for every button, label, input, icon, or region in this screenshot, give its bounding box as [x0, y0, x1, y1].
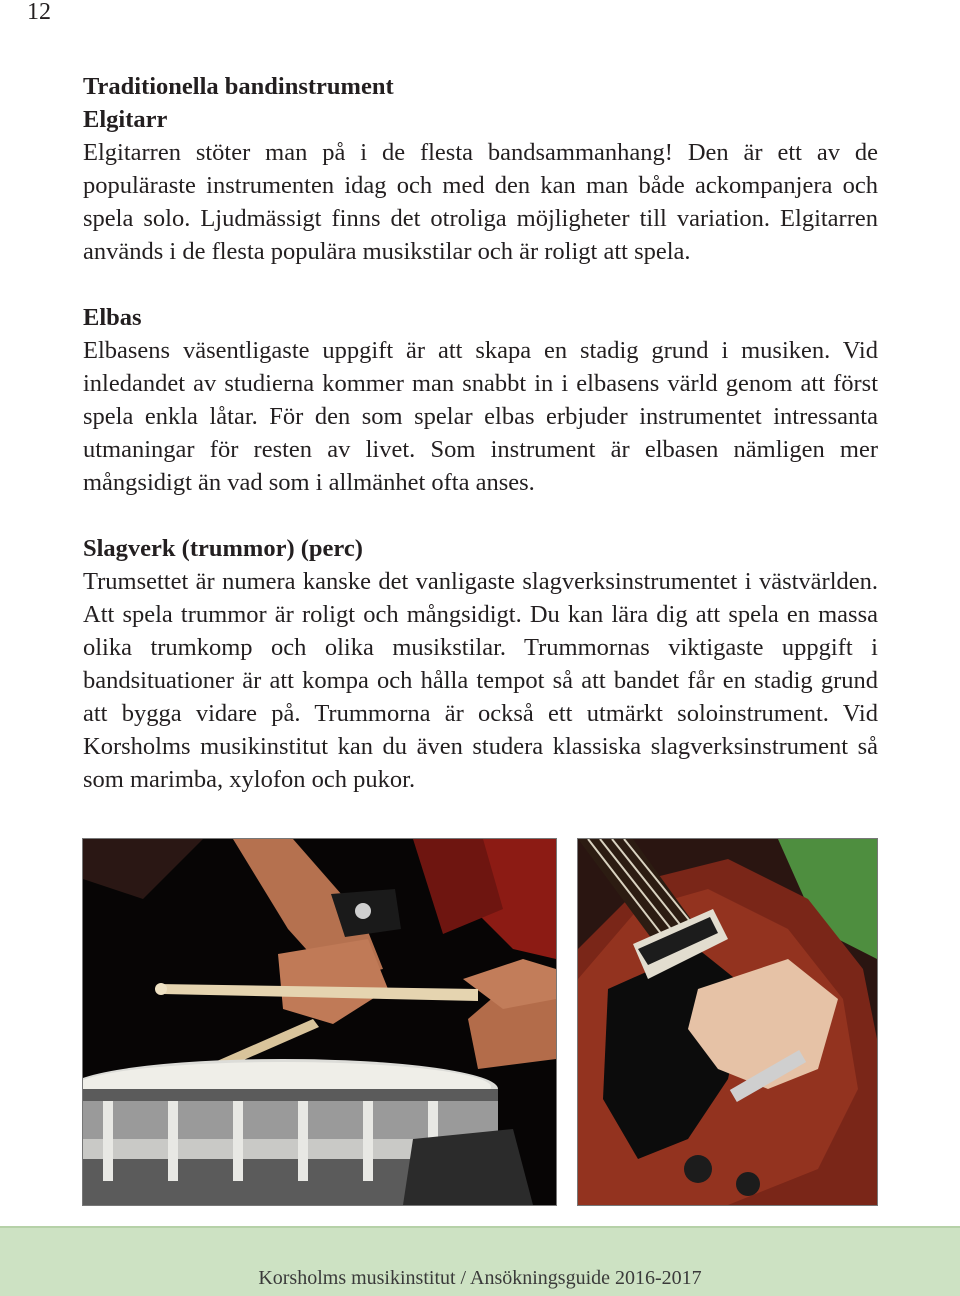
slagverk-paragraph: Trumsettet är numera kanske det vanligaste slagverksinstrumentet i västvärlden. Att spela trummor är roligt och mångsidigt. Du kan lära dig att spela en massa olika trumkomp och olika musikstilar. Trummornas viktigaste uppgift i bandsituationer är att kompa och hålla tempot så att bandet får en stadig grund att bygga vidare på. Trummorna är också ett utmärkt soloinstrument. Vid Korsholms musikinstitut kan du även studera klassiska slagverksinstrument så som marimba, xylofon och pukor.: [83, 568, 878, 793]
footer-bar: [0, 1226, 960, 1296]
drum-photo: [82, 838, 557, 1206]
elbas-paragraph: Elbasens väsentligaste uppgift är att skapa en stadig grund i musiken. Vid inledandet av studierna kommer man snabbt in i elbasens värld genom att först spela enkla låtar. För den som spelar elbas erbjuder instrumentet intressanta utmaningar för resten av livet. Som instrument är elbasen nämligen mer mångsidigt än vad som i allmänhet ofta anses.: [83, 337, 878, 496]
elgitarr-heading: Elgitarr: [83, 106, 168, 133]
elgitarr-paragraph: Elgitarren stöter man på i de flesta bandsammanhang! Den är ett av de populäraste instrumenten idag och med den kan man både ackompanjera och spela solo. Ljudmässigt finns det otroliga möjligheter till variation. Elgitarren används i de flesta populära musikstilar och är roligt att spela.: [83, 139, 878, 265]
page-number: 12: [27, 0, 51, 25]
footer-text: Korsholms musikinstitut / Ansökningsguide 2016-2017: [258, 1267, 702, 1289]
section-title: Traditionella bandinstrument: [83, 73, 394, 100]
guitar-photo: [577, 838, 878, 1206]
main-content: [83, 70, 878, 796]
elbas-heading: Elbas: [83, 304, 142, 331]
slagverk-heading: Slagverk (trummor) (perc): [83, 535, 363, 562]
